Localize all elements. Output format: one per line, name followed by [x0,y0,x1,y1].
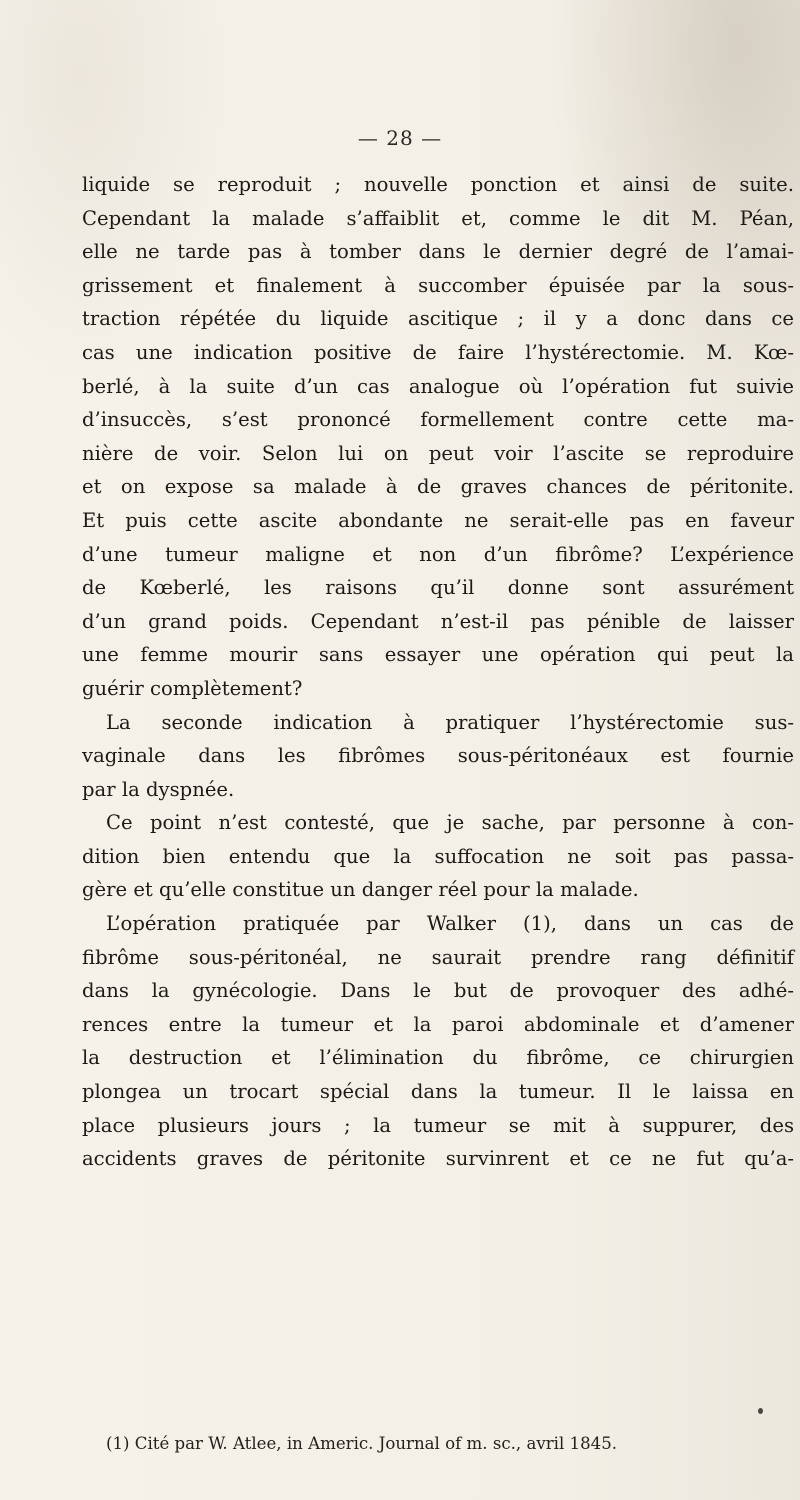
text-line: d’un grand poids. Cependant n’est-il pas pénible de laisser [82,609,794,633]
text-line: guérir complètement? [82,676,303,700]
text-line: rences entre la tumeur et la paroi abdominale et d’amener [82,1012,794,1036]
page-number: — 28 — [357,126,443,150]
text-line: L’opération pratiquée par Walker (1), dans un cas de [106,912,794,936]
footnote: (1) Cité par W. Atlee, in Americ. Journal of m. sc., avril 1845. [106,1434,618,1453]
text-line: La seconde indication à pratiquer l’hystérectomie sus- [106,710,794,734]
text-line: et on expose sa malade à de graves chances de péritonite. [82,475,794,499]
text-line: traction répétée du liquide ascitique ; il y a donc dans ce [82,307,794,331]
text-line: Ce point n’est contesté, que je sache, par personne à con- [106,811,794,835]
text-line: fibrôme sous-péritonéal, ne saurait prendre rang définitif [82,945,794,969]
text-line: dans la gynécologie. Dans le but de provoquer des adhé- [82,979,794,1003]
text-line: cas une indication positive de faire l’hystérectomie. M. Kœ- [82,340,794,364]
ink-speck [758,1408,763,1414]
text-line: elle ne tarde pas à tomber dans le dernier degré de l’amai- [82,240,794,264]
text-line: place plusieurs jours ; la tumeur se mit à suppurer, des [82,1113,794,1137]
text-line: de Kœberlé, les raisons qu’il donne sont assurément [82,576,794,600]
text-line: vaginale dans les fibrômes sous-péritonéaux est fournie [82,744,794,768]
text-line: plongea un trocart spécial dans la tumeur. Il le laissa en [82,1080,794,1104]
text-line: la destruction et l’élimination du fibrôme, ce chirurgien [82,1046,794,1070]
text-line: grissement et finalement à succomber épuisée par la sous- [82,273,794,297]
text-line: Cependant la malade s’affaiblit et, comme le dit M. Péan, [82,206,794,230]
text-line: dition bien entendu que la suffocation ne soit pas passa- [82,844,794,868]
text-line: accidents graves de péritonite survinrent et ce ne fut qu’a- [82,1147,794,1171]
text-line: gère et qu’elle constitue un danger réel pour la malade. [82,878,639,902]
text-line: d’insuccès, s’est prononcé formellement contre cette ma- [82,408,794,432]
text-line: berlé, à la suite d’un cas analogue où l’opération fut suivie [82,374,794,398]
text-line: par la dyspnée. [82,777,235,801]
text-line: une femme mourir sans essayer une opération qui peut la [82,643,794,667]
text-line: Et puis cette ascite abondante ne serait-elle pas en faveur [82,508,794,532]
text-line: d’une tumeur maligne et non d’un fibrôme? L’expérience [82,542,794,566]
text-line: nière de voir. Selon lui on peut voir l’ascite se reproduire [82,441,794,465]
body-text [82,168,794,1176]
text-line: liquide se reproduit ; nouvelle ponction et ainsi de suite. [82,173,794,196]
